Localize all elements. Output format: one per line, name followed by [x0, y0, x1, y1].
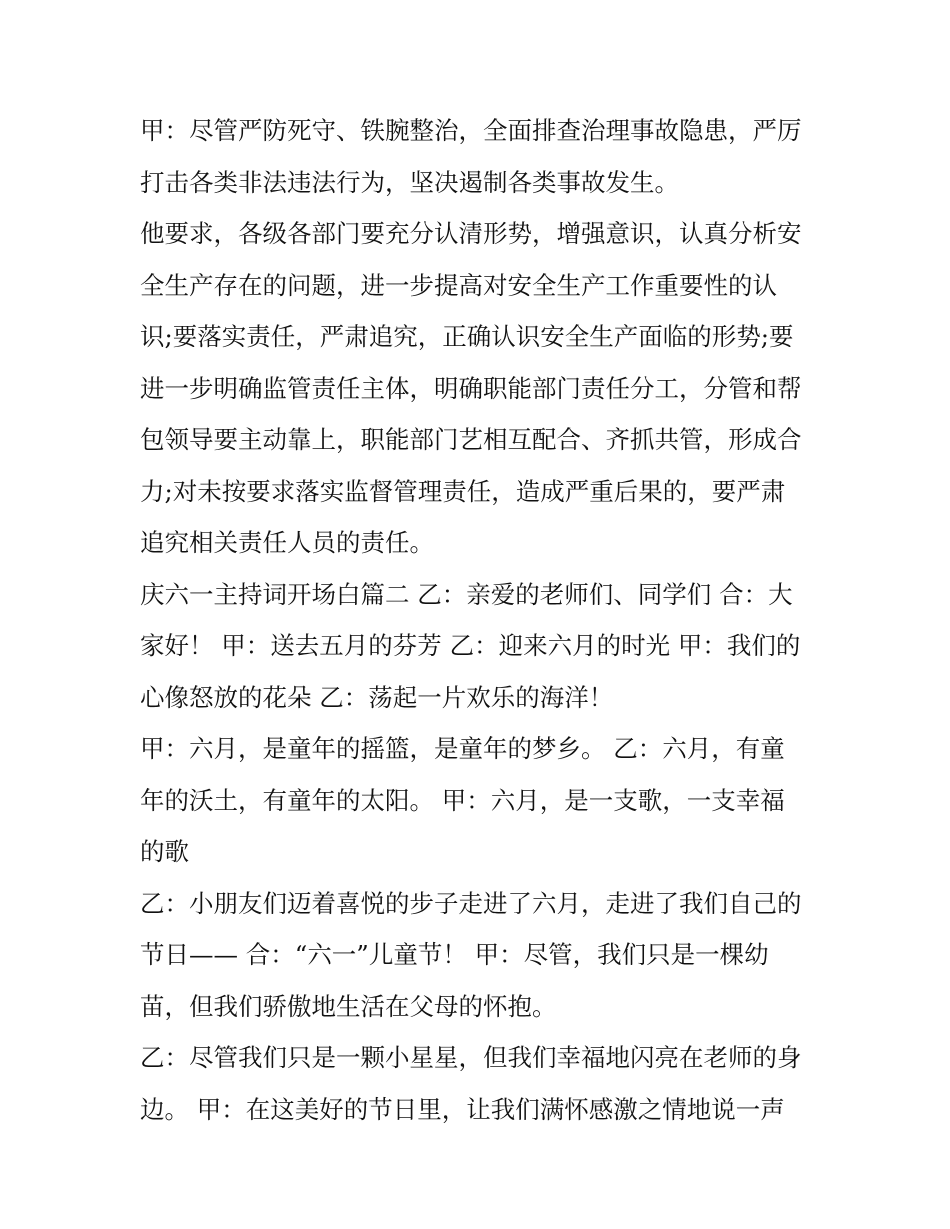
document-body — [140, 105, 820, 1135]
text-line: 进一步明确监管责任主体，明确职能部门责任分工，分管和帮 — [140, 373, 802, 403]
text-line: 追究相关责任人员的责任。 — [140, 528, 434, 557]
text-line: 的歌 — [140, 837, 189, 866]
section-heading-line: 庆六一主持词开场白篇二 乙：亲爱的老师们、同学们 合：大 — [140, 579, 793, 609]
text-line: 边。 甲：在这美好的节日里，让我们满怀感激之情地说一声 — [140, 1094, 785, 1124]
text-line: 年的沃土，有童年的太阳。 甲：六月，是一支歌，一支幸福 — [140, 785, 785, 815]
text-line: 甲：尽管严防死守、铁腕整治，全面排查治理事故隐患，严厉 — [140, 116, 802, 145]
text-line: 全生产存在的问题，进一步提高对安全生产工作重要性的认 — [140, 270, 777, 300]
text-line: 识;要落实责任，严肃追究，正确认识安全生产面临的形势;要 — [140, 322, 794, 351]
text-line: 甲：六月，是童年的摇篮，是童年的梦乡。 乙：六月，有童 — [140, 734, 785, 763]
text-line: 力;对未按要求落实监督管理责任，造成严重后果的，要严肃 — [140, 476, 786, 506]
text-line: 他要求，各级各部门要充分认清形势，增强意识，认真分析安 — [140, 219, 802, 248]
text-line: 打击各类非法违法行为，坚决遏制各类事故发生。 — [140, 167, 679, 197]
text-line: 家好！ 甲：送去五月的芬芳 乙：迎来六月的时光 甲：我们的 — [140, 631, 801, 660]
text-line: 节日—— 合：“六一”儿童节！ 甲：尽管，我们只是一棵幼 — [140, 940, 769, 969]
text-line: 乙：尽管我们只是一颗小星星，但我们幸福地闪亮在老师的身 — [140, 1043, 802, 1072]
text-line: 心像怒放的花朵 乙：荡起一片欢乐的海洋！ — [140, 682, 614, 712]
text-line: 包领导要主动靠上，职能部门艺相互配合、齐抓共管，形成合 — [140, 425, 802, 454]
text-line: 苗，但我们骄傲地生活在父母的怀抱。 — [140, 991, 557, 1021]
text-line: 乙：小朋友们迈着喜悦的步子走进了六月，走进了我们自己的 — [140, 888, 802, 918]
